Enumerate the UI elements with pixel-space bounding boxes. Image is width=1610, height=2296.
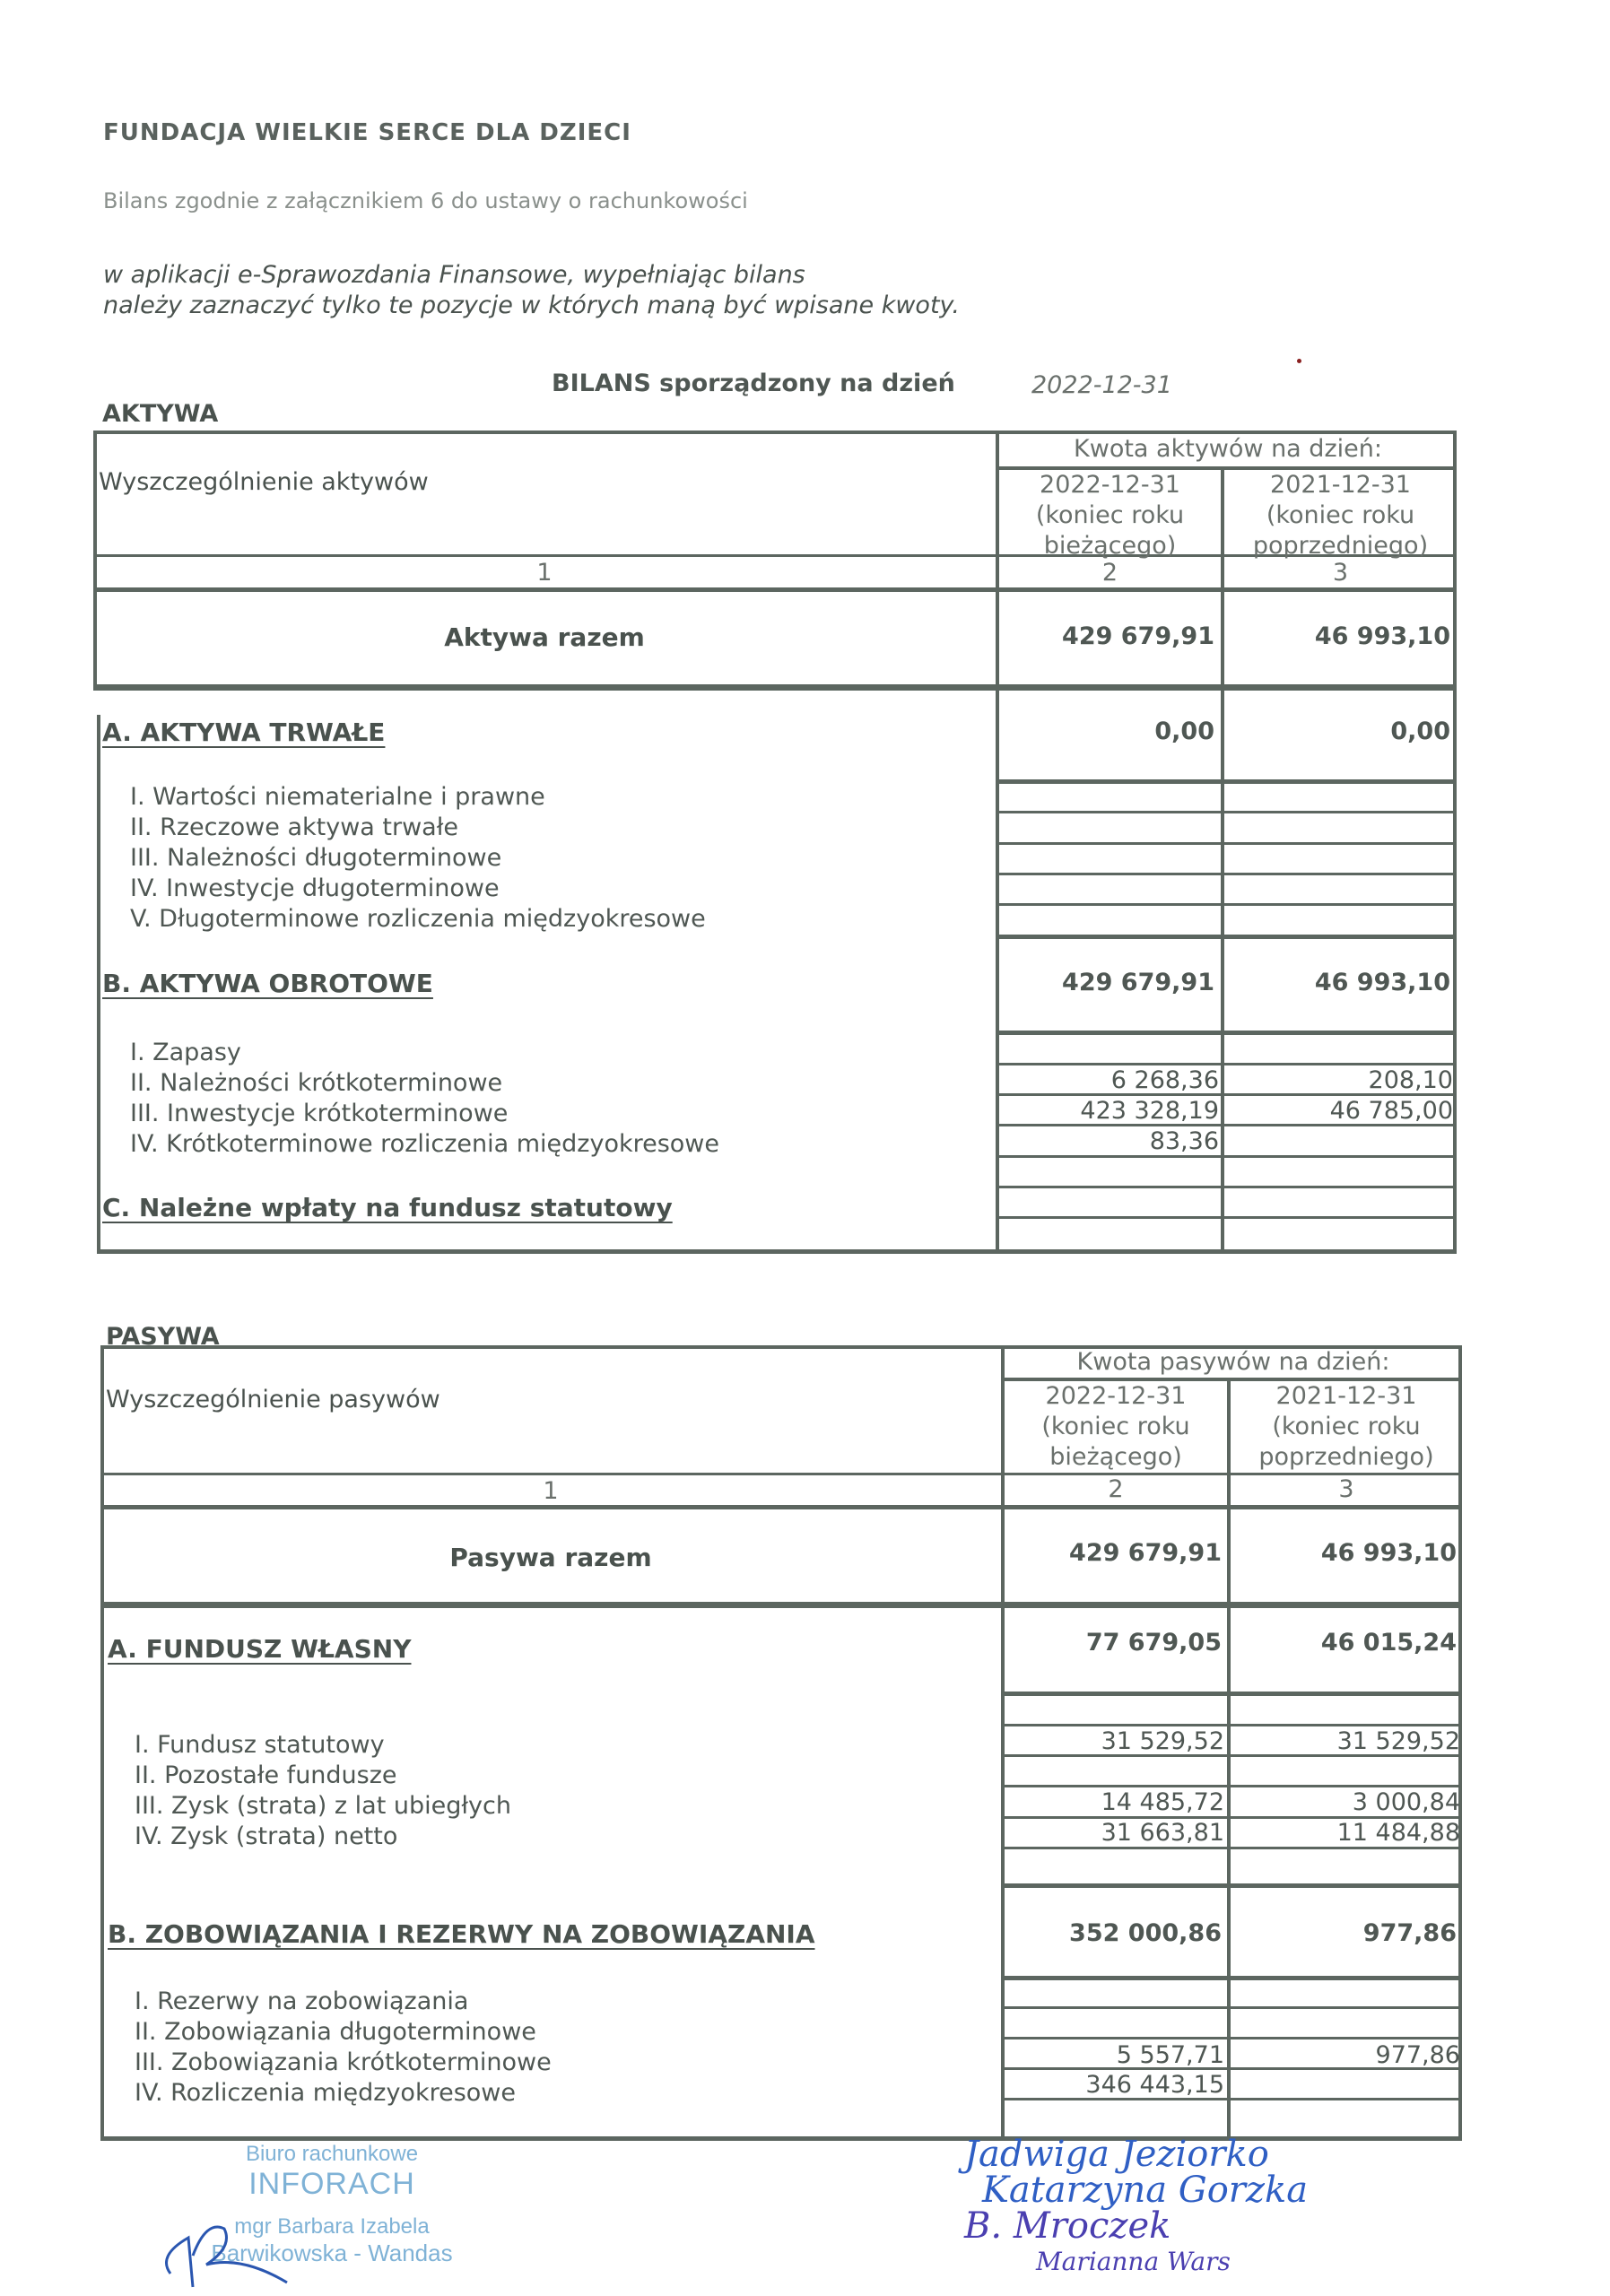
pasywa-B-item-2-previous: 977,86 xyxy=(1375,2041,1460,2069)
pasywa-B-item: II. Zobowiązania długoterminowe xyxy=(135,2018,536,2046)
aktywa-B-item: I. Zapasy xyxy=(130,1039,241,1066)
pasywa-total-label: Pasywa razem xyxy=(449,1543,652,1572)
instruction-line-1: w aplikacji e-Sprawozdania Finansowe, wypełniając bilans xyxy=(103,261,805,289)
pasywa-B-item-3-current: 346 443,15 xyxy=(1085,2071,1224,2099)
aktywa-B-item: IV. Krótkoterminowe rozliczenia międzyokresowe xyxy=(130,1130,719,1158)
pasywa-B-item-2-current: 5 557,71 xyxy=(1116,2041,1224,2069)
pasywa-A-label: A. FUNDUSZ WŁASNY xyxy=(108,1634,412,1664)
aktywa-A-item: V. Długoterminowe rozliczenia międzyokresowe xyxy=(130,905,706,933)
aktywa-A-item: III. Należności długoterminowe xyxy=(130,844,502,872)
pasywa-B-item: I. Rezerwy na zobowiązania xyxy=(135,1987,469,2015)
instruction-note xyxy=(103,260,960,321)
aktywa-A-item: IV. Inwestycje długoterminowe xyxy=(130,874,500,902)
pasywa-A-current: 77 679,05 xyxy=(1085,1629,1222,1657)
organization-name: FUNDACJA WIELKIE SERCE DLA DZIECI xyxy=(103,119,631,146)
signature-1: Jadwiga Jeziorko xyxy=(964,2134,1269,2175)
aktywa-B-item-2-previous: 46 785,00 xyxy=(1329,1097,1453,1125)
pasywa-colnum-1: 1 xyxy=(543,1477,559,1505)
pasywa-B-item: III. Zobowiązania krótkoterminowe xyxy=(135,2048,552,2076)
pasywa-A-item-3-previous: 11 484,88 xyxy=(1336,1819,1460,1847)
pasywa-section-label: PASYWA xyxy=(106,1323,220,1351)
pasywa-A-item: II. Pozostałe fundusze xyxy=(135,1761,397,1789)
signature-3: B. Mroczek xyxy=(964,2205,1171,2247)
bilans-date: 2022-12-31 xyxy=(1031,371,1172,399)
pasywa-B-label: B. ZOBOWIĄZANIA I REZERWY NA ZOBOWIĄZANIA xyxy=(108,1919,815,1949)
accounting-office-stamp: Biuro rachunkowe INFORACH mgr Barbara Izabela Barwikowska - Wandas xyxy=(211,2142,453,2266)
instruction-line-2: należy zaznaczyć tylko te pozycje w których maną być wpisane kwoty. xyxy=(103,291,960,319)
aktywa-A-current: 0,00 xyxy=(1154,718,1214,745)
aktywa-C-label: C. Należne wpłaty na fundusz statutowy xyxy=(102,1193,673,1222)
pasywa-total-previous: 46 993,10 xyxy=(1320,1539,1457,1567)
pasywa-colnum-3: 3 xyxy=(1338,1475,1354,1503)
signature-scribble-icon xyxy=(152,2202,332,2296)
ink-mark xyxy=(1297,359,1301,363)
aktywa-col-previous: 2021-12-31 (koniec roku poprzedniego) xyxy=(1252,471,1429,560)
aktywa-A-item: II. Rzeczowe aktywa trwałe xyxy=(130,813,459,841)
pasywa-A-item: III. Zysk (strata) z lat ubiegłych xyxy=(135,1792,511,1820)
pasywa-total-current: 429 679,91 xyxy=(1069,1539,1222,1567)
aktywa-B-item-1-current: 6 268,36 xyxy=(1110,1066,1219,1094)
pasywa-colnum-2: 2 xyxy=(1108,1475,1124,1503)
aktywa-B-items xyxy=(130,1038,719,1160)
pasywa-B-current: 352 000,86 xyxy=(1069,1919,1222,1947)
aktywa-A-item: I. Wartości niematerialne i prawne xyxy=(130,783,545,811)
pasywa-B-items xyxy=(135,1987,552,2109)
pasywa-col-previous: 2021-12-31 (koniec roku poprzedniego) xyxy=(1258,1382,1434,1471)
pasywa-A-previous: 46 015,24 xyxy=(1320,1629,1457,1657)
aktywa-B-item: II. Należności krótkoterminowe xyxy=(130,1069,503,1097)
document-subtitle: Bilans zgodnie z załącznikiem 6 do ustawy o rachunkowości xyxy=(103,188,748,213)
aktywa-section-label: AKTYWA xyxy=(102,400,219,428)
aktywa-B-previous: 46 993,10 xyxy=(1314,969,1450,996)
aktywa-total-label: Aktywa razem xyxy=(444,622,645,652)
aktywa-col-desc: Wyszczególnienie aktywów xyxy=(99,468,429,496)
aktywa-A-items xyxy=(130,782,706,935)
pasywa-B-previous: 977,86 xyxy=(1362,1919,1457,1947)
aktywa-A-previous: 0,00 xyxy=(1390,718,1450,745)
pasywa-A-item-3-current: 31 663,81 xyxy=(1101,1819,1224,1847)
aktywa-B-item-1-previous: 208,10 xyxy=(1368,1066,1453,1094)
pasywa-col-desc: Wyszczególnienie pasywów xyxy=(106,1386,440,1413)
pasywa-A-item-2-previous: 3 000,84 xyxy=(1352,1788,1460,1816)
pasywa-A-item-2-current: 14 485,72 xyxy=(1101,1788,1224,1816)
aktywa-B-label: B. AKTYWA OBROTOWE xyxy=(102,969,433,998)
aktywa-colnum-3: 3 xyxy=(1332,559,1349,587)
bilans-title: BILANS sporządzony na dzień xyxy=(552,370,955,397)
pasywa-col-current: 2022-12-31 (koniec roku bieżącego) xyxy=(1041,1382,1190,1471)
pasywa-A-item: I. Fundusz statutowy xyxy=(135,1731,385,1759)
aktywa-total-current: 429 679,91 xyxy=(1062,622,1214,650)
aktywa-colnum-2: 2 xyxy=(1101,559,1118,587)
aktywa-total-previous: 46 993,10 xyxy=(1314,622,1450,650)
aktywa-B-current: 429 679,91 xyxy=(1062,969,1214,996)
aktywa-A-label: A. AKTYWA TRWAŁE xyxy=(102,718,386,747)
pasywa-B-item: IV. Rozliczenia międzyokresowe xyxy=(135,2079,516,2107)
board-signatures xyxy=(964,2136,1308,2280)
signature-2: Katarzyna Gorzka xyxy=(982,2170,1309,2211)
signature-4: Marianna Wars xyxy=(1036,2247,1231,2276)
aktywa-col-group: Kwota aktywów na dzień: xyxy=(1074,435,1382,463)
pasywa-A-items xyxy=(135,1730,511,1852)
pasywa-A-item-0-previous: 31 529,52 xyxy=(1336,1727,1460,1755)
aktywa-B-item-2-current: 423 328,19 xyxy=(1080,1097,1219,1125)
aktywa-col-current: 2022-12-31 (koniec roku bieżącego) xyxy=(1035,471,1185,560)
aktywa-colnum-1: 1 xyxy=(536,559,553,587)
pasywa-A-item: IV. Zysk (strata) netto xyxy=(135,1822,398,1850)
aktywa-B-item-3-current: 83,36 xyxy=(1149,1127,1219,1155)
pasywa-A-item-0-current: 31 529,52 xyxy=(1101,1727,1224,1755)
pasywa-col-group: Kwota pasywów na dzień: xyxy=(1076,1348,1390,1376)
aktywa-B-item: III. Inwestycje krótkoterminowe xyxy=(130,1100,509,1127)
